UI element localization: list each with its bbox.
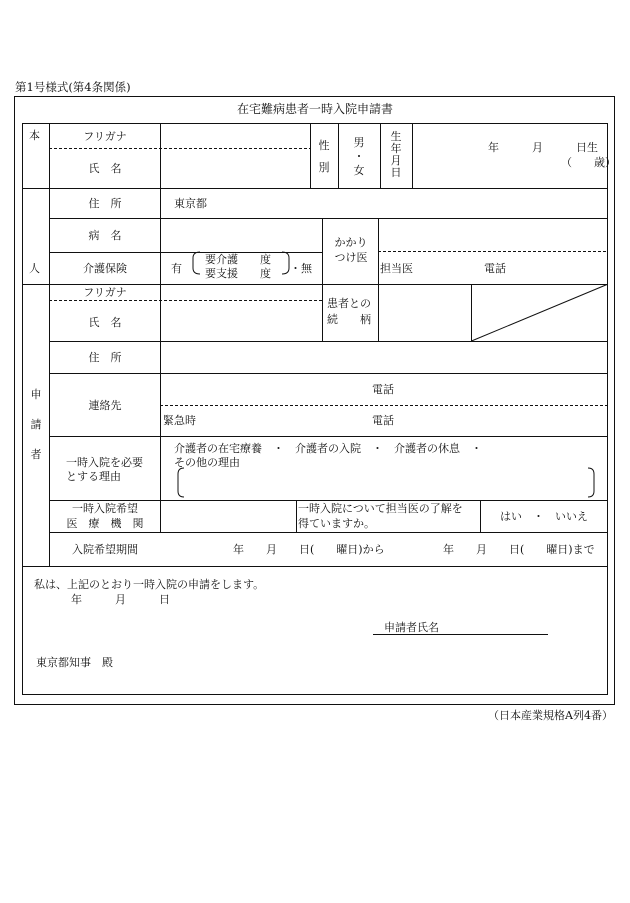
applicant-address-field[interactable]	[162, 344, 605, 371]
patient-section-label-top: 本	[29, 129, 40, 142]
sex-dot: ・	[353, 150, 365, 163]
patient-furigana-label: フリガナ	[83, 130, 127, 143]
reason-bracket-right	[588, 468, 594, 497]
hospital-field[interactable]	[162, 503, 294, 530]
doctor-hospital-field[interactable]	[381, 221, 605, 249]
reason-bracket-left	[178, 468, 184, 497]
contact-label: 連絡先	[88, 399, 122, 412]
declaration-text: 私は、上記のとおり一時入院の申請をします。	[34, 578, 265, 591]
relation-field[interactable]	[381, 287, 469, 339]
emergency-phone-label: 電話	[372, 414, 394, 427]
relation-label-1: 患者との	[327, 297, 371, 310]
sex-male-option[interactable]: 男	[353, 136, 365, 149]
birth-label: 生 年 月 日	[390, 130, 402, 179]
reason-other-label: その他の理由	[174, 456, 240, 469]
reason-options[interactable]: 介護者の在宅療養 ・ 介護者の入院 ・ 介護者の休息 ・	[174, 442, 482, 455]
disease-label: 病 名	[88, 229, 122, 242]
hospital-label-1: 一時入院希望	[72, 502, 138, 515]
sex-female-option[interactable]: 女	[353, 164, 365, 177]
applicant-furigana-label: フリガナ	[83, 286, 127, 299]
declaration-date[interactable]: 年 月 日	[71, 593, 170, 606]
birth-date-field[interactable]: 年 月 日生	[488, 141, 598, 154]
care-bracket-right	[282, 252, 289, 274]
care-bracket-left	[193, 252, 200, 274]
applicant-signature-label: 申請者氏名	[384, 621, 439, 634]
relation-label-2: 続 柄	[327, 313, 371, 326]
patient-address-label: 住 所	[88, 197, 122, 210]
age-field[interactable]: （ 歳）	[561, 156, 616, 169]
period-from[interactable]: 年 月 日( 曜日)から	[233, 543, 385, 556]
patient-address-prefix: 東京都	[174, 197, 207, 210]
patient-section-label-bottom: 人	[29, 262, 40, 275]
applicant-name-field[interactable]	[162, 303, 320, 339]
relation-slash	[472, 285, 608, 342]
paper-size-note: （日本産業規格A列4番）	[488, 709, 613, 722]
emergency-label: 緊急時	[163, 414, 196, 427]
disease-field[interactable]	[162, 221, 320, 250]
applicant-furigana-field[interactable]	[162, 286, 320, 299]
hospital-label-2: 医 療 機 関	[66, 517, 144, 530]
patient-furigana-field[interactable]	[162, 125, 308, 147]
patient-address-field[interactable]	[215, 191, 605, 215]
reason-label-1: 一時入院を必要	[66, 456, 143, 469]
doctor-phone-label: 電話	[484, 262, 506, 275]
consent-answer[interactable]: はい ・ いいえ	[500, 510, 588, 523]
patient-name-field[interactable]	[162, 150, 308, 186]
form-number: 第1号様式(第4条関係)	[15, 80, 131, 94]
contact-phone-label: 電話	[372, 383, 394, 396]
reason-other-field[interactable]	[186, 470, 586, 495]
applicant-signature-field[interactable]	[445, 620, 545, 633]
doctor-label-1: かかり	[334, 236, 368, 249]
form-title: 在宅難病患者一時入院申請書	[236, 102, 394, 116]
doctor-name-label: 担当医	[380, 262, 413, 275]
period-label: 入院希望期間	[72, 543, 138, 556]
reason-label-2: とする理由	[66, 470, 121, 483]
applicant-section-label: 申 請 者	[30, 388, 42, 461]
period-to[interactable]: 年 月 日( 曜日)まで	[443, 543, 595, 556]
doctor-label-2: つけ医	[334, 251, 368, 264]
insurance-label: 介護保険	[83, 262, 127, 275]
sex-label-2: 別	[318, 161, 330, 174]
applicant-name-label: 氏 名	[88, 316, 122, 329]
insurance-yes-option[interactable]: 有	[171, 262, 182, 275]
insurance-no-option[interactable]: ・無	[290, 262, 312, 275]
patient-name-label: 氏 名	[88, 162, 122, 175]
consent-question-2: 得ていますか。	[298, 517, 375, 530]
sex-label-1: 性	[318, 139, 330, 152]
recipient: 東京都知事 殿	[36, 656, 113, 669]
consent-question-1: 一時入院について担当医の了解を	[298, 502, 463, 515]
applicant-address-label: 住 所	[88, 351, 122, 364]
care-level-1[interactable]: 要介護 度	[205, 253, 271, 266]
care-level-2[interactable]: 要支援 度	[205, 267, 271, 280]
